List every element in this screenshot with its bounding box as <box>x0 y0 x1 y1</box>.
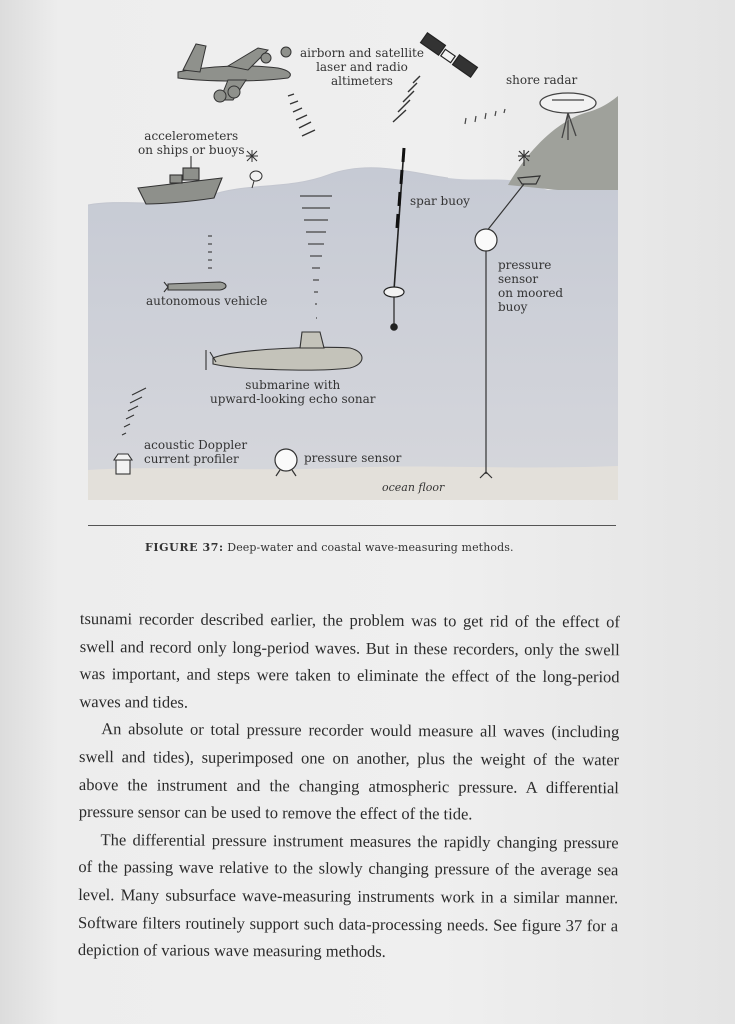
caption-text: Deep-water and coastal wave-measuring methods. <box>227 541 514 554</box>
accelerometer-buoy-icon <box>246 150 262 188</box>
label-airborne-altimeters: airborn and satellite laser and radio altimeters <box>300 46 424 88</box>
paragraph-2: An absolute or total pressure recorder would measure all waves (including swell and tides), superimposed one on another, plus the weight of the water above the instrument and the changing atmospheric pressure. A differential pressure sensor can be used to remove the effect of the tide. <box>78 719 620 824</box>
label-shore-radar: shore radar <box>506 73 578 87</box>
label-submarine: submarine with upward-looking echo sonar <box>210 378 376 406</box>
label-accelerometers: accelerometers on ships or buoys <box>138 129 245 157</box>
satellite-icon <box>421 33 478 77</box>
figure-37 <box>88 0 618 510</box>
label-spar-buoy: spar buoy <box>410 194 470 208</box>
airplane-icon <box>178 44 291 102</box>
paragraph-1: tsunami recorder described earlier, the problem was to get rid of the effect of swell and record only long-period waves. But in these recorders, only the swell was important, and steps were taken to eliminate the effect of the long-period waves and tides. <box>79 608 620 712</box>
autonomous-vehicle-icon <box>164 282 226 292</box>
paragraph-3: The differential pressure instrument measures the rapidly changing pressure of the passing wave relative to the slowly changing pressure of the average sea level. Many subsurface wave-measuring instruments work in a similar manner. Software filters routinely support such data-processing needs. See figure 37 for a depiction of various wave measuring methods. <box>77 829 619 961</box>
figure-caption <box>145 541 514 554</box>
body-text <box>78 605 620 967</box>
label-pressure-moored: pressure sensor on moored buoy <box>498 258 564 314</box>
label-autonomous-vehicle: autonomous vehicle <box>146 294 268 308</box>
caption-label: FIGURE 37: <box>145 541 224 554</box>
radar-waves-icon <box>465 109 505 124</box>
caption-rule <box>88 525 616 526</box>
ship-icon <box>138 156 222 204</box>
ocean-floor <box>88 466 618 500</box>
label-ocean-floor: ocean floor <box>382 481 445 494</box>
label-adcp: acoustic Doppler current profiler <box>144 438 248 466</box>
label-pressure-sensor: pressure sensor <box>304 451 402 465</box>
